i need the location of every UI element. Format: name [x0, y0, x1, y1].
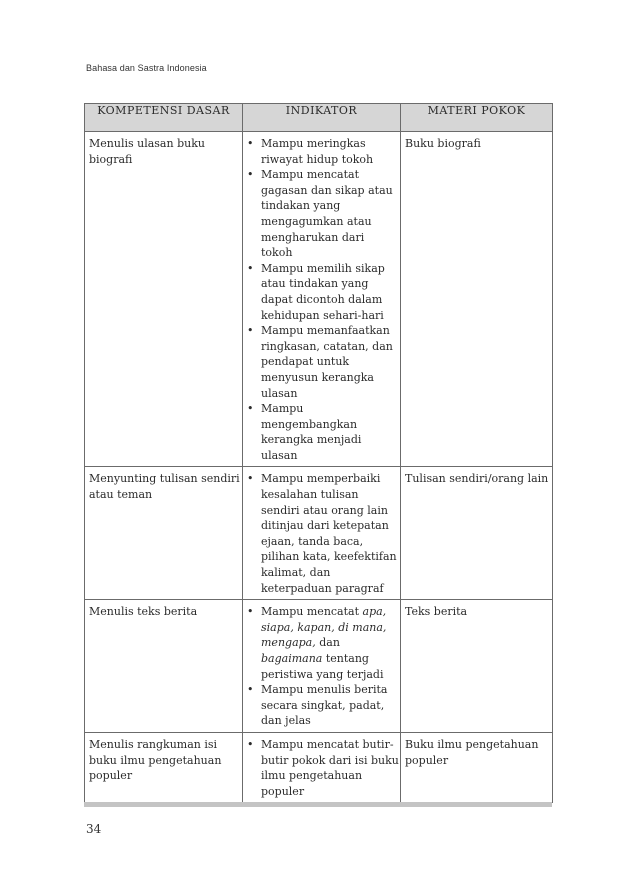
indikator-list — [247, 136, 399, 463]
indikator-text: Mampu memanfaatkan ringkasan, catatan, dan pendapat untuk menyusun kerangka ulasan — [261, 324, 393, 400]
bullet-icon: • — [247, 737, 254, 751]
bullet-icon: • — [247, 137, 254, 150]
cell-indikator — [243, 600, 401, 733]
footer-rule — [84, 802, 552, 807]
cell-indikator — [243, 732, 401, 802]
indikator-text: Mampu mencatat gagasan dan sikap atau tindakan yang mengagumkan atau mengharukan dari tokoh — [261, 168, 393, 260]
indikator-text: Mampu mencatat butir-butir pokok dari isi buku ilmu pengetahuan populer — [261, 737, 399, 798]
column-header-materi: MATERI POKOK — [401, 104, 553, 132]
italic-term: bagaimana — [261, 652, 323, 665]
cell-materi: Buku biografi — [401, 132, 553, 467]
indikator-item — [247, 737, 399, 799]
cell-kompetensi: Menulis teks berita — [85, 600, 243, 733]
table-row — [85, 732, 553, 802]
indikator-item — [247, 471, 399, 596]
table-row — [85, 132, 553, 467]
bullet-icon: • — [247, 402, 254, 416]
indikator-text: Mampu mengembangkan kerangka menjadi ulasan — [261, 402, 362, 462]
indikator-list — [247, 471, 399, 596]
bullet-icon: • — [247, 324, 254, 338]
italic-term: apa, — [362, 605, 387, 619]
cell-indikator — [243, 132, 401, 467]
cell-kompetensi: Menulis rangkuman isi buku ilmu pengetahuan populer — [85, 732, 243, 802]
indikator-text: Mampu meringkas riwayat hidup tokoh — [261, 137, 374, 166]
page-number: 34 — [86, 822, 102, 836]
cell-materi: Teks berita — [401, 600, 553, 733]
bullet-icon: • — [247, 605, 254, 619]
italic-term: di mana, — [338, 620, 387, 634]
indikator-item — [247, 682, 399, 729]
cell-kompetensi: Menyunting tulisan sendiri atau teman — [85, 467, 243, 600]
curriculum-table — [84, 103, 553, 803]
table-header-row — [85, 104, 553, 132]
bullet-icon: • — [247, 472, 254, 486]
column-header-kompetensi: KOMPETENSI DASAR — [85, 104, 243, 132]
indikator-item — [247, 167, 399, 261]
table-row — [85, 467, 553, 600]
cell-materi: Buku ilmu pengetahuan populer — [401, 732, 553, 802]
italic-term: kapan, — [297, 620, 335, 634]
indikator-text: Mampu memperbaiki kesalahan tulisan sendiri atau orang lain ditinjau dari ketepatan ejaan, tanda baca, pilihan kata, keefektifan kalimat, dan keterpaduan paragraf — [261, 472, 397, 595]
indikator-text: Mampu menulis berita secara singkat, padat, dan jelas — [261, 683, 388, 728]
table-row — [85, 600, 553, 733]
indikator-list — [247, 737, 399, 799]
column-header-indikator: INDIKATOR — [243, 104, 401, 132]
indikator-item — [247, 136, 399, 167]
indikator-text: Mampu memilih sikap atau tindakan yang dapat dicontoh dalam kehidupan sehari-hari — [261, 261, 385, 322]
indikator-list — [247, 604, 399, 729]
indikator-text: Mampu mencatat apa, siapa, kapan, di mana, mengapa, dan bagaimana tentang peristiwa yang terjadi — [261, 605, 387, 681]
indikator-item — [247, 604, 399, 682]
cell-materi: Tulisan sendiri/orang lain — [401, 467, 553, 600]
cell-kompetensi: Menulis ulasan buku biografi — [85, 132, 243, 467]
italic-term: mengapa, — [261, 636, 316, 650]
bullet-icon: • — [247, 683, 254, 697]
running-head-title: Bahasa dan Sastra Indonesia — [86, 63, 207, 73]
italic-term: siapa, — [261, 620, 294, 634]
bullet-icon: • — [247, 168, 254, 182]
bullet-icon: • — [247, 261, 254, 275]
indikator-item — [247, 323, 399, 401]
indikator-item — [247, 401, 399, 463]
indikator-item — [247, 261, 399, 323]
cell-indikator — [243, 467, 401, 600]
